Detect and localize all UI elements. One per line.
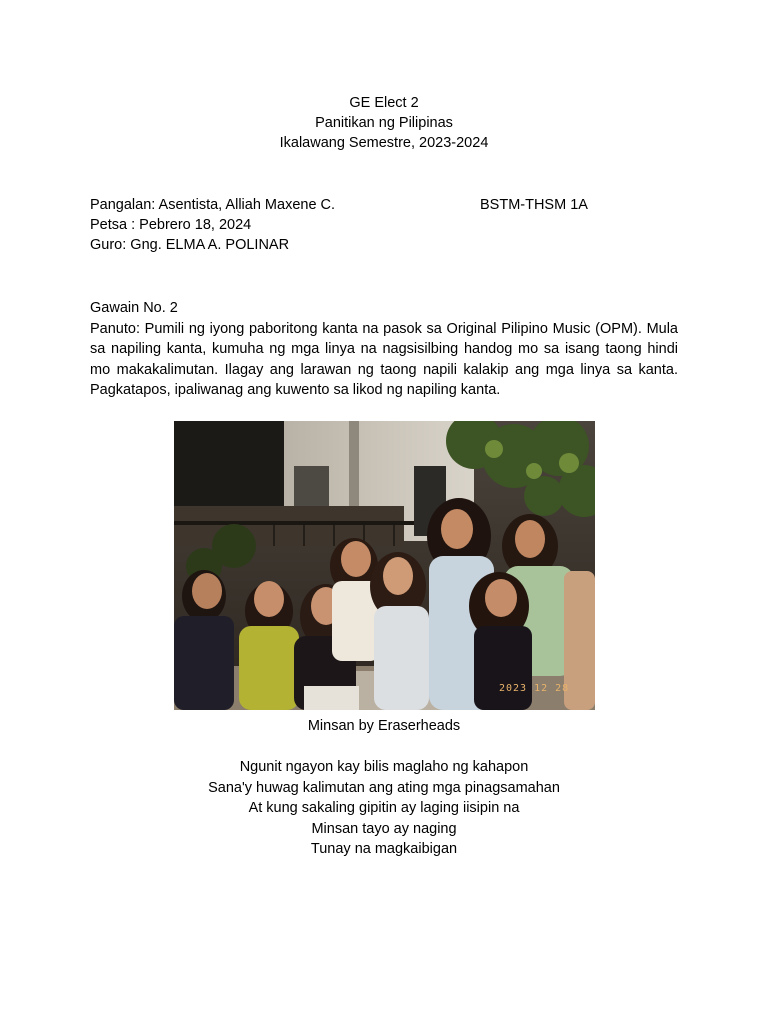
student-info bbox=[90, 195, 678, 255]
teacher-label: Guro: Gng. ELMA A. POLINAR bbox=[90, 237, 290, 253]
lyric-line: Minsan tayo ay naging bbox=[311, 820, 457, 837]
student-name: Pangalan: Asentista, Alliah Maxene C. bbox=[90, 197, 336, 213]
group-photo-illustration bbox=[174, 421, 595, 710]
lyric-line: Tunay na magkaibigan bbox=[310, 841, 458, 857]
task-section bbox=[90, 298, 678, 401]
lyric-line: At kung sakaling gipitin ay laging iisipin na bbox=[248, 800, 520, 816]
lyric-line: Ngunit ngayon kay bilis maglaho ng kahapon bbox=[239, 759, 529, 775]
course-title: GE Elect 2 bbox=[349, 95, 419, 111]
lyric-line: Sana'y huwag kalimutan ang ating mga pinagsamahan bbox=[208, 779, 560, 796]
date-label: Petsa : Pebrero 18, 2024 bbox=[90, 217, 252, 233]
group-photo bbox=[174, 421, 595, 710]
subject-title: Panitikan ng Pilipinas bbox=[315, 115, 453, 131]
section-label: BSTM-THSM 1A bbox=[480, 197, 588, 213]
photo-date-stamp: 2023 12 28 bbox=[499, 683, 570, 694]
task-title: Gawain No. 2 bbox=[90, 300, 178, 316]
name-row bbox=[90, 195, 678, 215]
song-lyrics bbox=[0, 757, 768, 860]
semester-title: Ikalawang Semestre, 2023-2024 bbox=[279, 135, 489, 151]
song-caption: Minsan by Eraserheads bbox=[307, 718, 461, 734]
task-instructions: Panuto: Pumili ng iyong paboritong kanta na pasok sa Original Pilipino Music (OPM). Mula sa napiling kanta, kumuha ng mga linya na nagsisilbing handog mo sa isang taong hindi mo makakalimutan. Ilagay ang larawan ng taong napili kalakip ang mga linya sa kanta. Pagkatapos, ipaliwanag ang kuwento sa likod ng napiling kanta. bbox=[90, 320, 678, 398]
document-header bbox=[0, 93, 768, 153]
